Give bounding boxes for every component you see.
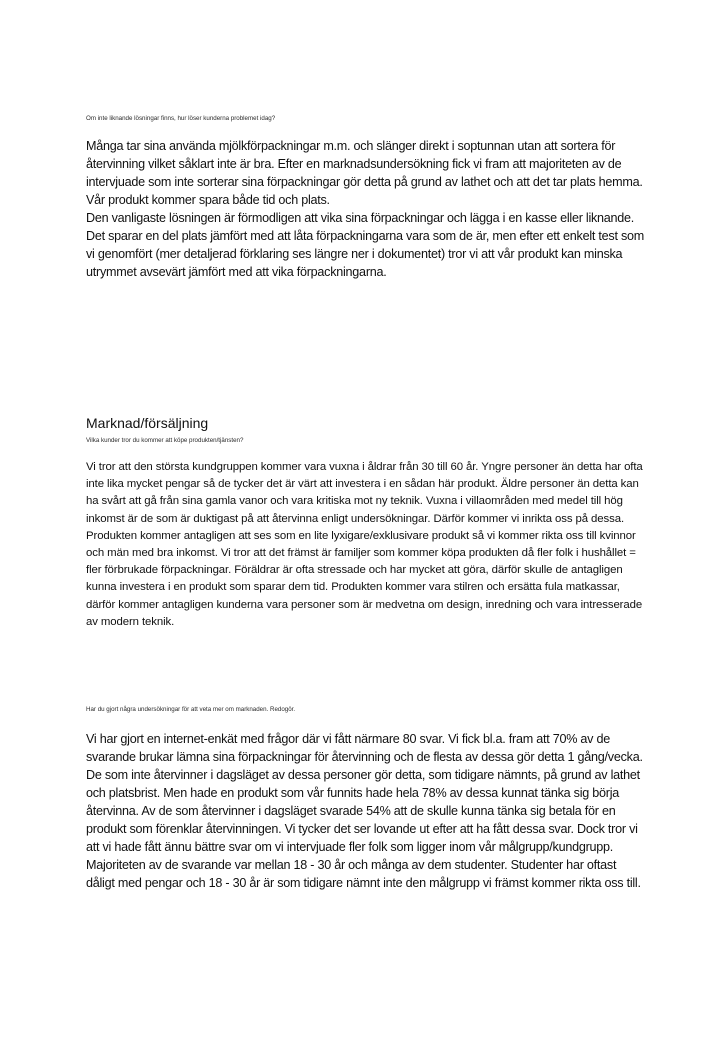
question-target-customers: Vilka kunder tror du kommer att köpe produkten/tjänsten? [86,437,244,444]
answer-target-customers [86,459,646,631]
answer-market-research [86,730,646,892]
answer-existing-solutions [86,137,646,281]
paragraph-customer-group: Vi tror att den största kundgruppen kommer vara vuxna i åldrar från 30 till 60 år. Yngre personer än detta har ofta inte lika mycket pengar så de tycker det är värt att investera i en sådan här produkt. Äldre personer än detta kan ha svårt att gå från sina gamla vanor och vara kritiska mot ny teknik. Vuxna i villaområden med medel till hög inkomst är de som är duktigast på att återvinna enligt undersökningar. Därför kommer vi inrikta oss på dessa. Produkten kommer antagligen att ses som en lite lyxigare/exklusivare produkt så vi kommer rikta oss till kvinnor och män med bra inkomst. Vi tror att det främst är familjer som kommer köpa produkten då fler folk i hushållet = fler förbrukade förpackningar. Föräldrar är ofta stressade och har mycket att göra, därför skulle de antagligen kunna investera i en produkt som sparar dem tid. Produkten kommer vara stilren och ersätta fula matkassar, därför kommer antagligen kunderna vara personer som är medvetna om design, inredning och vara intresserade av modern teknik. [86,461,643,628]
question-market-research: Har du gjort några undersökningar för att veta mer om marknaden. Redogör. [86,706,296,713]
paragraph-current-behaviour: Många tar sina använda mjölkförpackningar m.m. och slänger direkt i soptunnan utan att sortera för återvinning vilket såklart inte är bra. Efter en marknadsundersökning fick vi fram att majoriteten av de intervjuade som inte sorterar sina förpackningar gör detta på grund av lathet och att det tar plats hemma. Vår produkt kommer spara både tid och plats. [86,139,643,207]
section-heading-market: Marknad/försäljning [86,415,209,431]
question-existing-solutions: Om inte liknande lösningar finns, hur löser kunderna problemet idag? [86,115,276,122]
paragraph-common-solution: Den vanligaste lösningen är förmodligen att vika sina förpackningar och lägga i en kasse eller liknande. Det sparar en del plats jämfört med att låta förpackningarna vara som de är, men efter ett enkelt test som vi genomfört (mer detaljerad förklaring ses längre ner i dokumentet) tror vi att vår produkt kan minska utrymmet avsevärt jämfört med att vika förpackningarna. [86,211,644,279]
paragraph-survey-results: Vi har gjort en internet-enkät med frågor där vi fått närmare 80 svar. Vi fick bl.a. fram att 70% av de svarande brukar lämna sina förpackningar för återvinning och de flesta av dessa gör detta 1 gång/vecka. De som inte återvinner i dagsläget av dessa personer gör detta, som tidigare nämnts, på grund av lathet och platsbrist. Men hade en produkt som vår funnits hade hela 78% av dessa kunnat tänka sig börja återvinna. Av de som återvinner i dagsläget svarade 54% att de skulle kunna tänka sig betala för en produkt som förenklar återvinningen. Vi tycker det ser lovande ut efter att ha fått dessa svar. Dock tror vi att vi hade fått ännu bättre svar om vi intervjuade fler folk som ligger inom vår målgrupp/kundgrupp. Majoriteten av de svarande var mellan 18 - 30 år och många av dem studenter. Studenter har oftast dåligt med pengar och 18 - 30 år är som tidigare nämnt inte den målgrupp vi främst kommer rikta oss till. [86,732,643,890]
